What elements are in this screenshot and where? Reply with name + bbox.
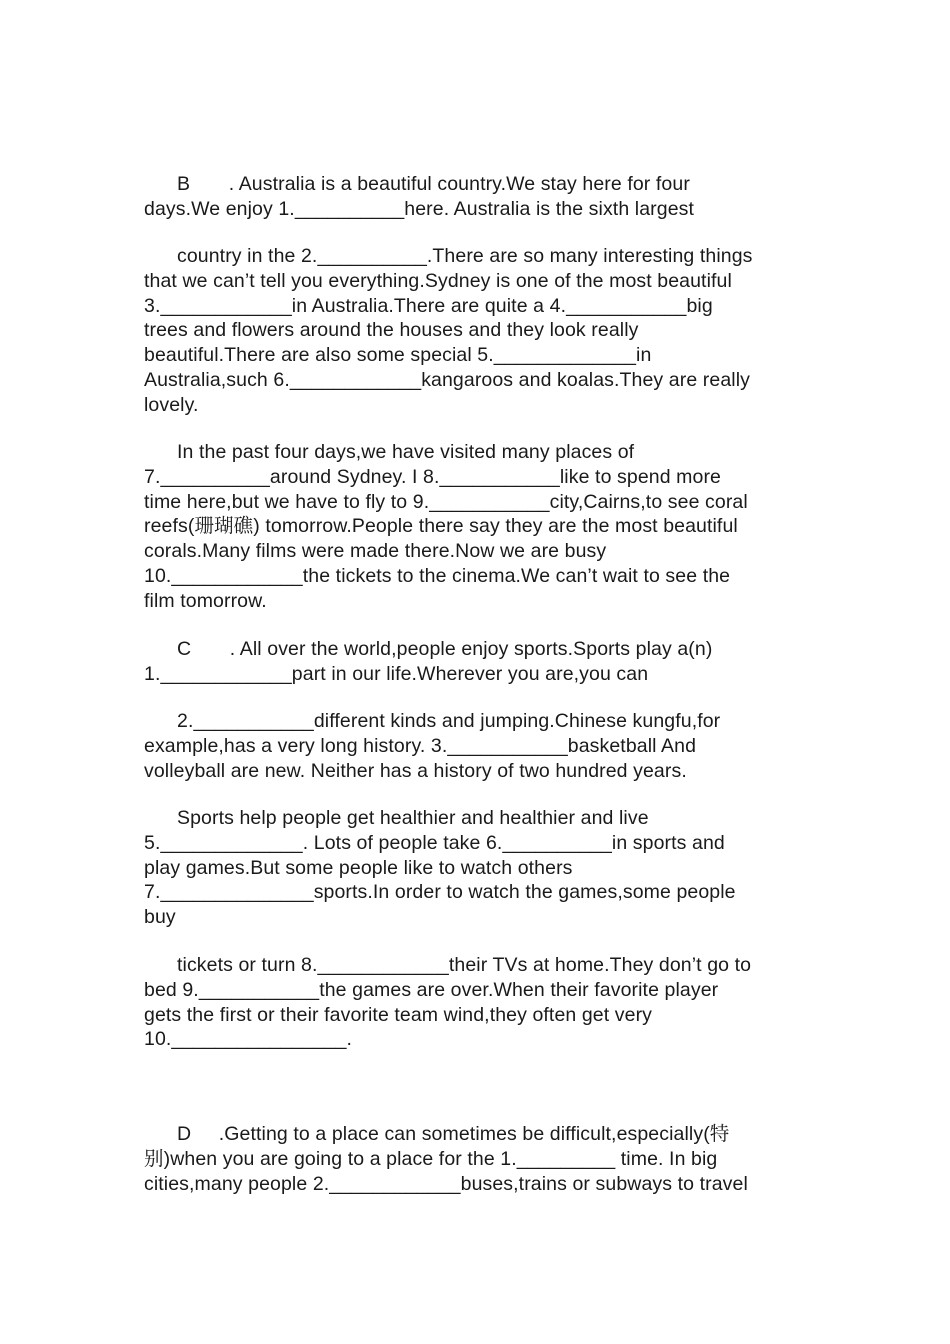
paragraph-d-intro — [144, 1122, 814, 1196]
text-line: gets the first or their favorite team wind,they often get very — [144, 1003, 653, 1026]
text-line: 别)when you are going to a place for the 1._________ time. In big — [144, 1147, 718, 1170]
text-line: buy — [144, 906, 176, 929]
text-line: tickets or turn 8.____________their TVs at home.They don’t go to — [177, 954, 752, 976]
text-line: country in the 2.__________.There are so many interesting things — [177, 245, 753, 267]
text-line: 2.___________different kinds and jumping.Chinese kungfu,for — [177, 710, 721, 732]
text-line: B . Australia is a beautiful country.We stay here for four — [177, 173, 690, 195]
paragraph-b-intro — [144, 172, 814, 222]
text-line: days.We enjoy 1.__________here. Australia is the sixth largest — [144, 197, 695, 220]
paragraph-b-country — [144, 244, 814, 418]
text-line: 10.____________the tickets to the cinema.We can’t wait to see the — [144, 564, 731, 587]
text-line: 7.______________sports.In order to watch the games,some people — [144, 881, 736, 904]
paragraph-c-health — [144, 806, 814, 930]
text-line: In the past four days,we have visited many places of — [177, 441, 635, 463]
text-line: that we can’t tell you everything.Sydney is one of the most beautiful — [144, 269, 732, 292]
text-line: D .Getting to a place can sometimes be difficult,especially(特 — [177, 1123, 730, 1145]
text-line: volleyball are new. Neither has a history of two hundred years. — [144, 759, 687, 782]
text-line: C . All over the world,people enjoy sports.Sports play a(n) — [177, 638, 713, 660]
text-line: reefs(珊瑚礁) tomorrow.People there say they are the most beautiful — [144, 515, 738, 538]
text-line: 5._____________. Lots of people take 6.__________in sports and — [144, 831, 725, 854]
paragraph-b-past — [144, 440, 814, 614]
text-line: time here,but we have to fly to 9.___________city,Cairns,to see coral — [144, 490, 748, 513]
paragraph-c-intro — [144, 637, 814, 687]
text-line: example,has a very long history. 3.___________basketball And — [144, 734, 697, 757]
text-line: play games.But some people like to watch others — [144, 856, 573, 879]
text-line: trees and flowers around the houses and they look really — [144, 319, 639, 342]
text-line: Australia,such 6.____________kangaroos and koalas.They are really — [144, 368, 750, 391]
text-line: 3.____________in Australia.There are quite a 4.___________big — [144, 294, 713, 317]
text-line: corals.Many films were made there.Now we are busy — [144, 540, 607, 563]
paragraph-c-kinds — [144, 709, 814, 783]
paragraph-c-tickets — [144, 953, 814, 1052]
text-line: cities,many people 2.____________buses,trains or subways to travel — [144, 1172, 748, 1195]
text-line: film tomorrow. — [144, 589, 267, 612]
text-line: 1.____________part in our life.Wherever you are,you can — [144, 662, 649, 685]
text-line: 7.__________around Sydney. I 8.___________like to spend more — [144, 465, 722, 488]
text-line: Sports help people get healthier and healthier and live — [177, 807, 649, 829]
text-line: lovely. — [144, 393, 199, 416]
text-line: beautiful.There are also some special 5._____________in — [144, 344, 652, 367]
text-line: 10.________________. — [144, 1028, 353, 1051]
text-line: bed 9.___________the games are over.When their favorite player — [144, 978, 719, 1001]
